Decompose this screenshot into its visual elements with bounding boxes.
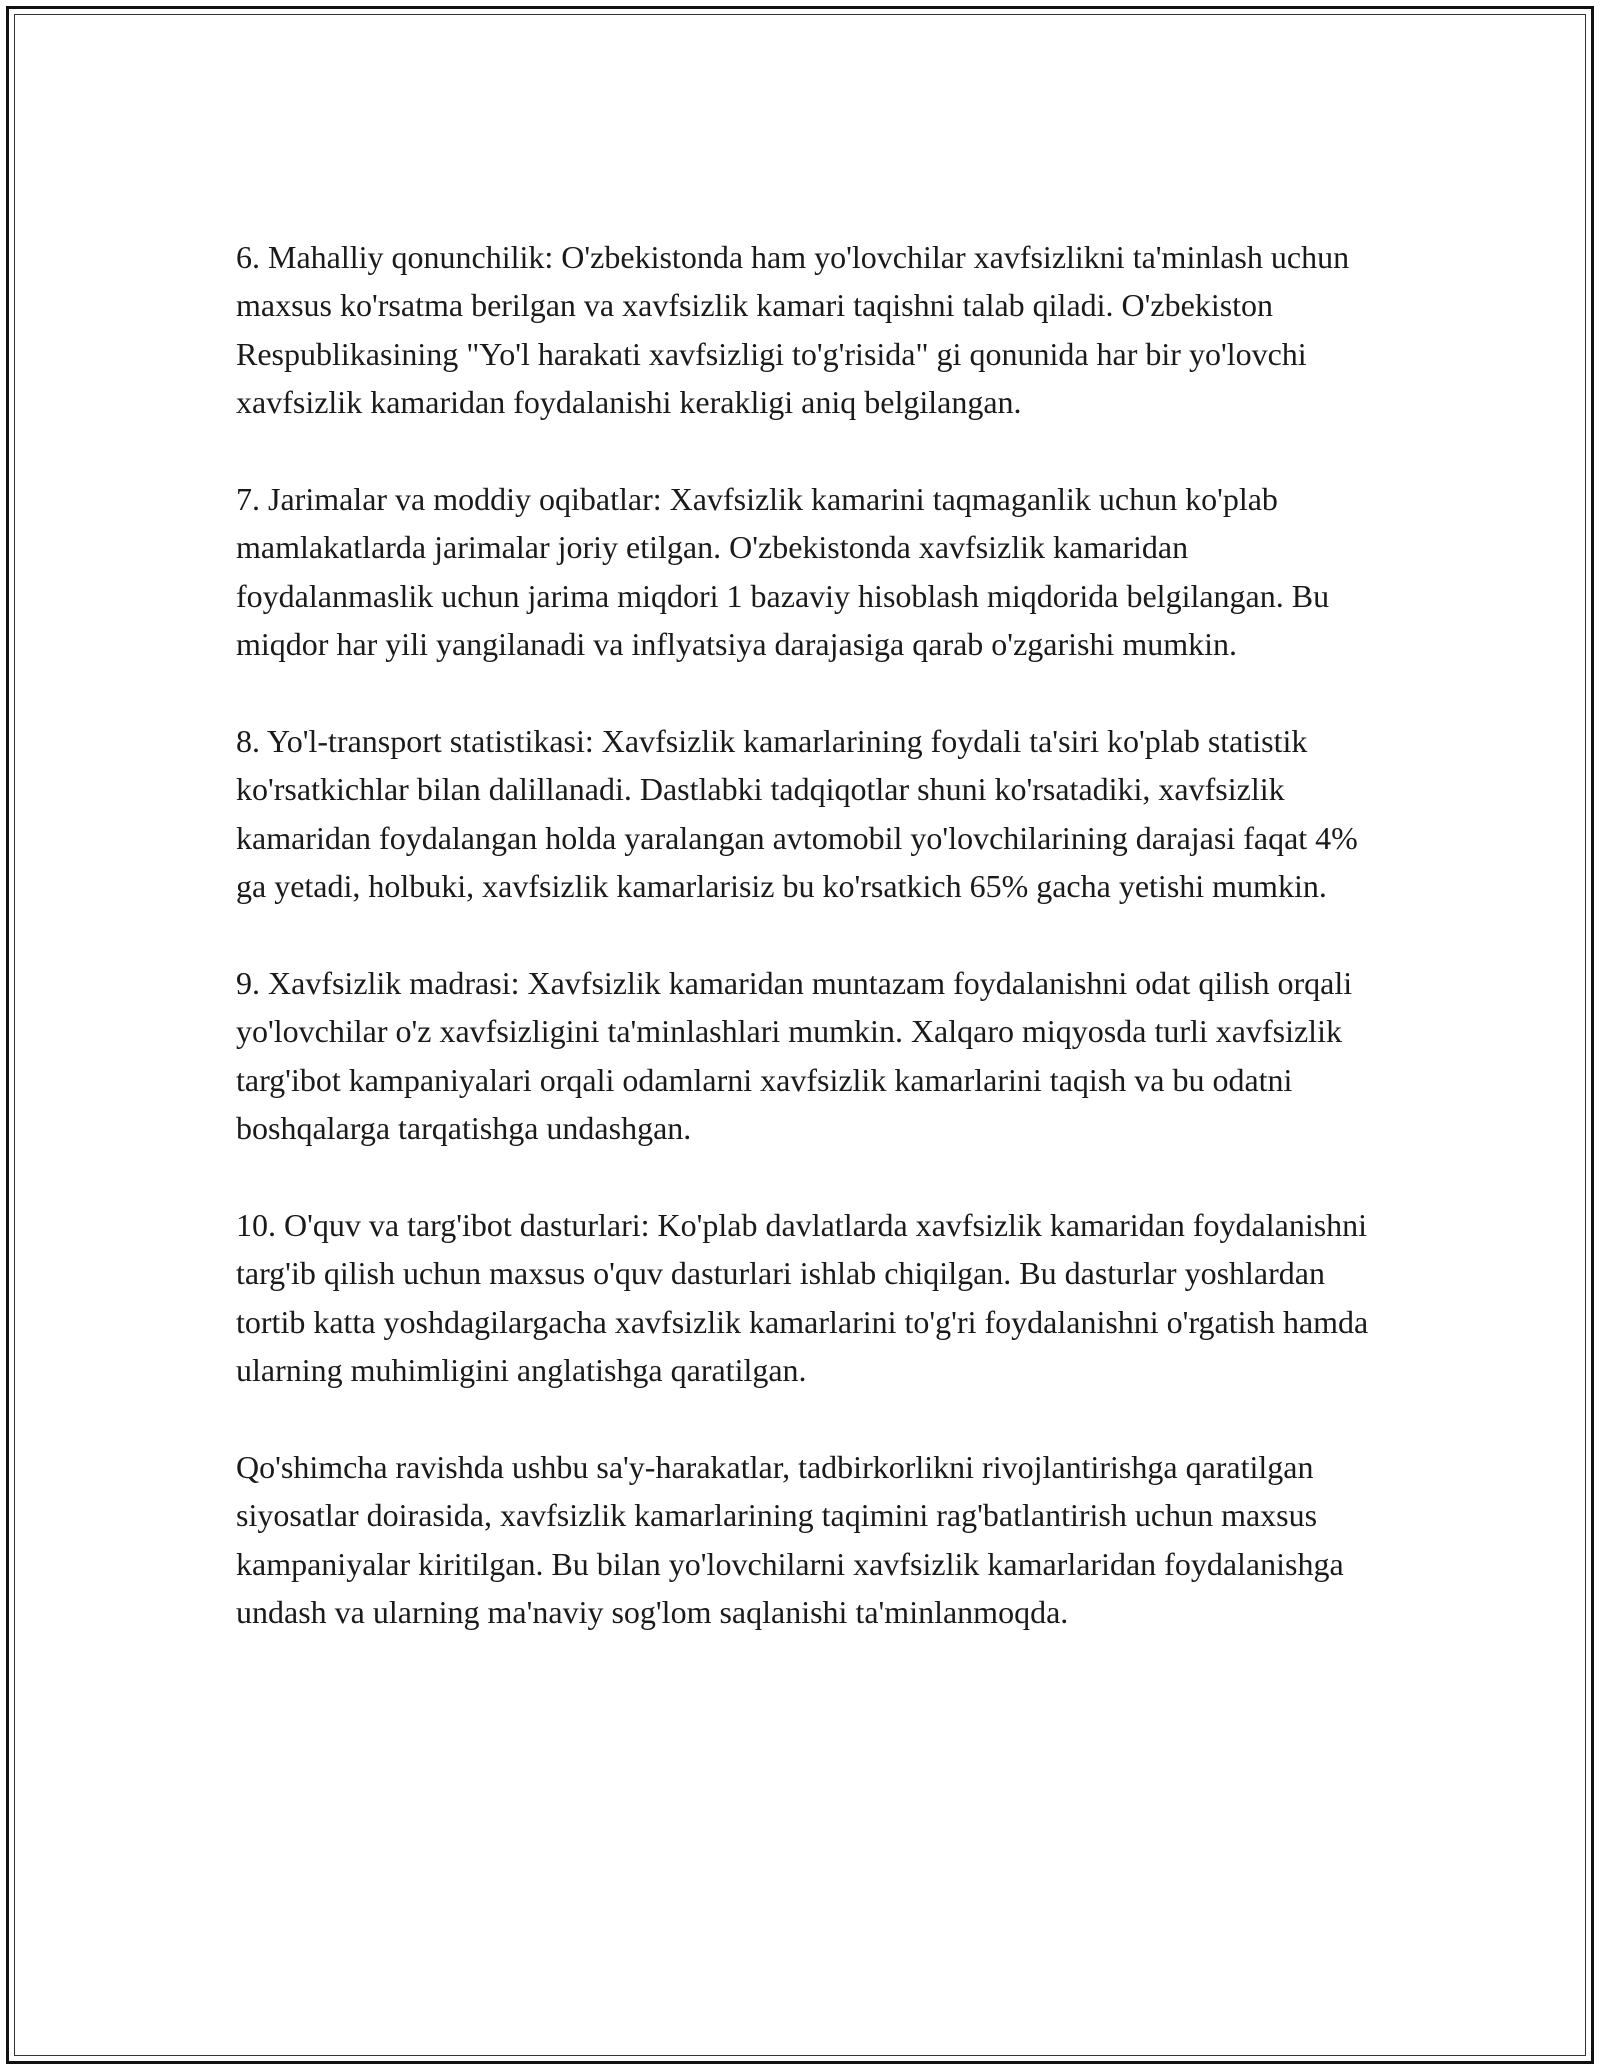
paragraph-conclusion: Qo'shimcha ravishda ushbu sa'y-harakatlar, tadbirkorlikni rivojlantirishga qaratilgan siyosatlar doirasida, xavfsizlik kamarlarining taqimini rag'batlantirish uchun maxsus kampaniyalar kiritilgan. Bu bilan yo'lovchilarni xavfsizlik kamarlaridan foydalanishga undash va ularning ma'naviy sog'lom saqlanishi ta'minlanmoqda. (236, 1449, 1344, 1631)
paragraph-fines: 7. Jarimalar va moddiy oqibatlar: Xavfsizlik kamarini taqmaganlik uchun ko'plab mamlakatlarda jarimalar joriy etilgan. O'zbekistonda xavfsizlik kamaridan foydalanmaslik uchun jarima miqdori 1 bazaviy hisoblash miqdorida belgilangan. Bu miqdor har yili yangilanadi va inflyatsiya darajasiga qarab o'zgarishi mumkin. (236, 481, 1330, 663)
document-body (236, 233, 1386, 1637)
paragraph-local-legislation: 6. Mahalliy qonunchilik: O'zbekistonda ham yo'lovchilar xavfsizlikni ta'minlash uchun maxsus ko'rsatma berilgan va xavfsizlik kamari taqishni talab qiladi. O'zbekiston Respublikasining "Yo'l harakati xavfsizligi to'g'risida" gi qonunida har bir yo'lovchi xavfsizlik kamaridan foydalanishi kerakligi aniq belgilangan. (236, 239, 1350, 421)
paragraph-education-programs: 10. O'quv va targ'ibot dasturlari: Ko'plab davlatlarda xavfsizlik kamaridan foydalanishni targ'ib qilish uchun maxsus o'quv dasturlari ishlab chiqilgan. Bu dasturlar yoshlardan tortib katta yoshdagilargacha xavfsizlik kamarlarini to'g'ri foydalanishni o'rgatish hamda ularning muhimligini anglatishga qaratilgan. (236, 1207, 1369, 1389)
paragraph-road-statistics: 8. Yo'l-transport statistikasi: Xavfsizlik kamarlarining foydali ta'siri ko'plab statistik ko'rsatkichlar bilan dalillanadi. Dastlabki tadqiqotlar shuni ko'rsatadiki, xavfsizlik kamaridan foydalangan holda yaralangan avtomobil yo'lovchilarining darajasi faqat 4% ga yetadi, holbuki, xavfsizlik kamarlarisiz bu ko'rsatkich 65% gacha yetishi mumkin. (236, 723, 1358, 905)
paragraph-safety-habit: 9. Xavfsizlik madrasi: Xavfsizlik kamaridan muntazam foydalanishni odat qilish orqali yo'lovchilar o'z xavfsizligini ta'minlashlari mumkin. Xalqaro miqyosda turli xavfsizlik targ'ibot kampaniyalari orqali odamlarni xavfsizlik kamarlarini taqish va bu odatni boshqalarga tarqatishga undashgan. (236, 965, 1353, 1147)
